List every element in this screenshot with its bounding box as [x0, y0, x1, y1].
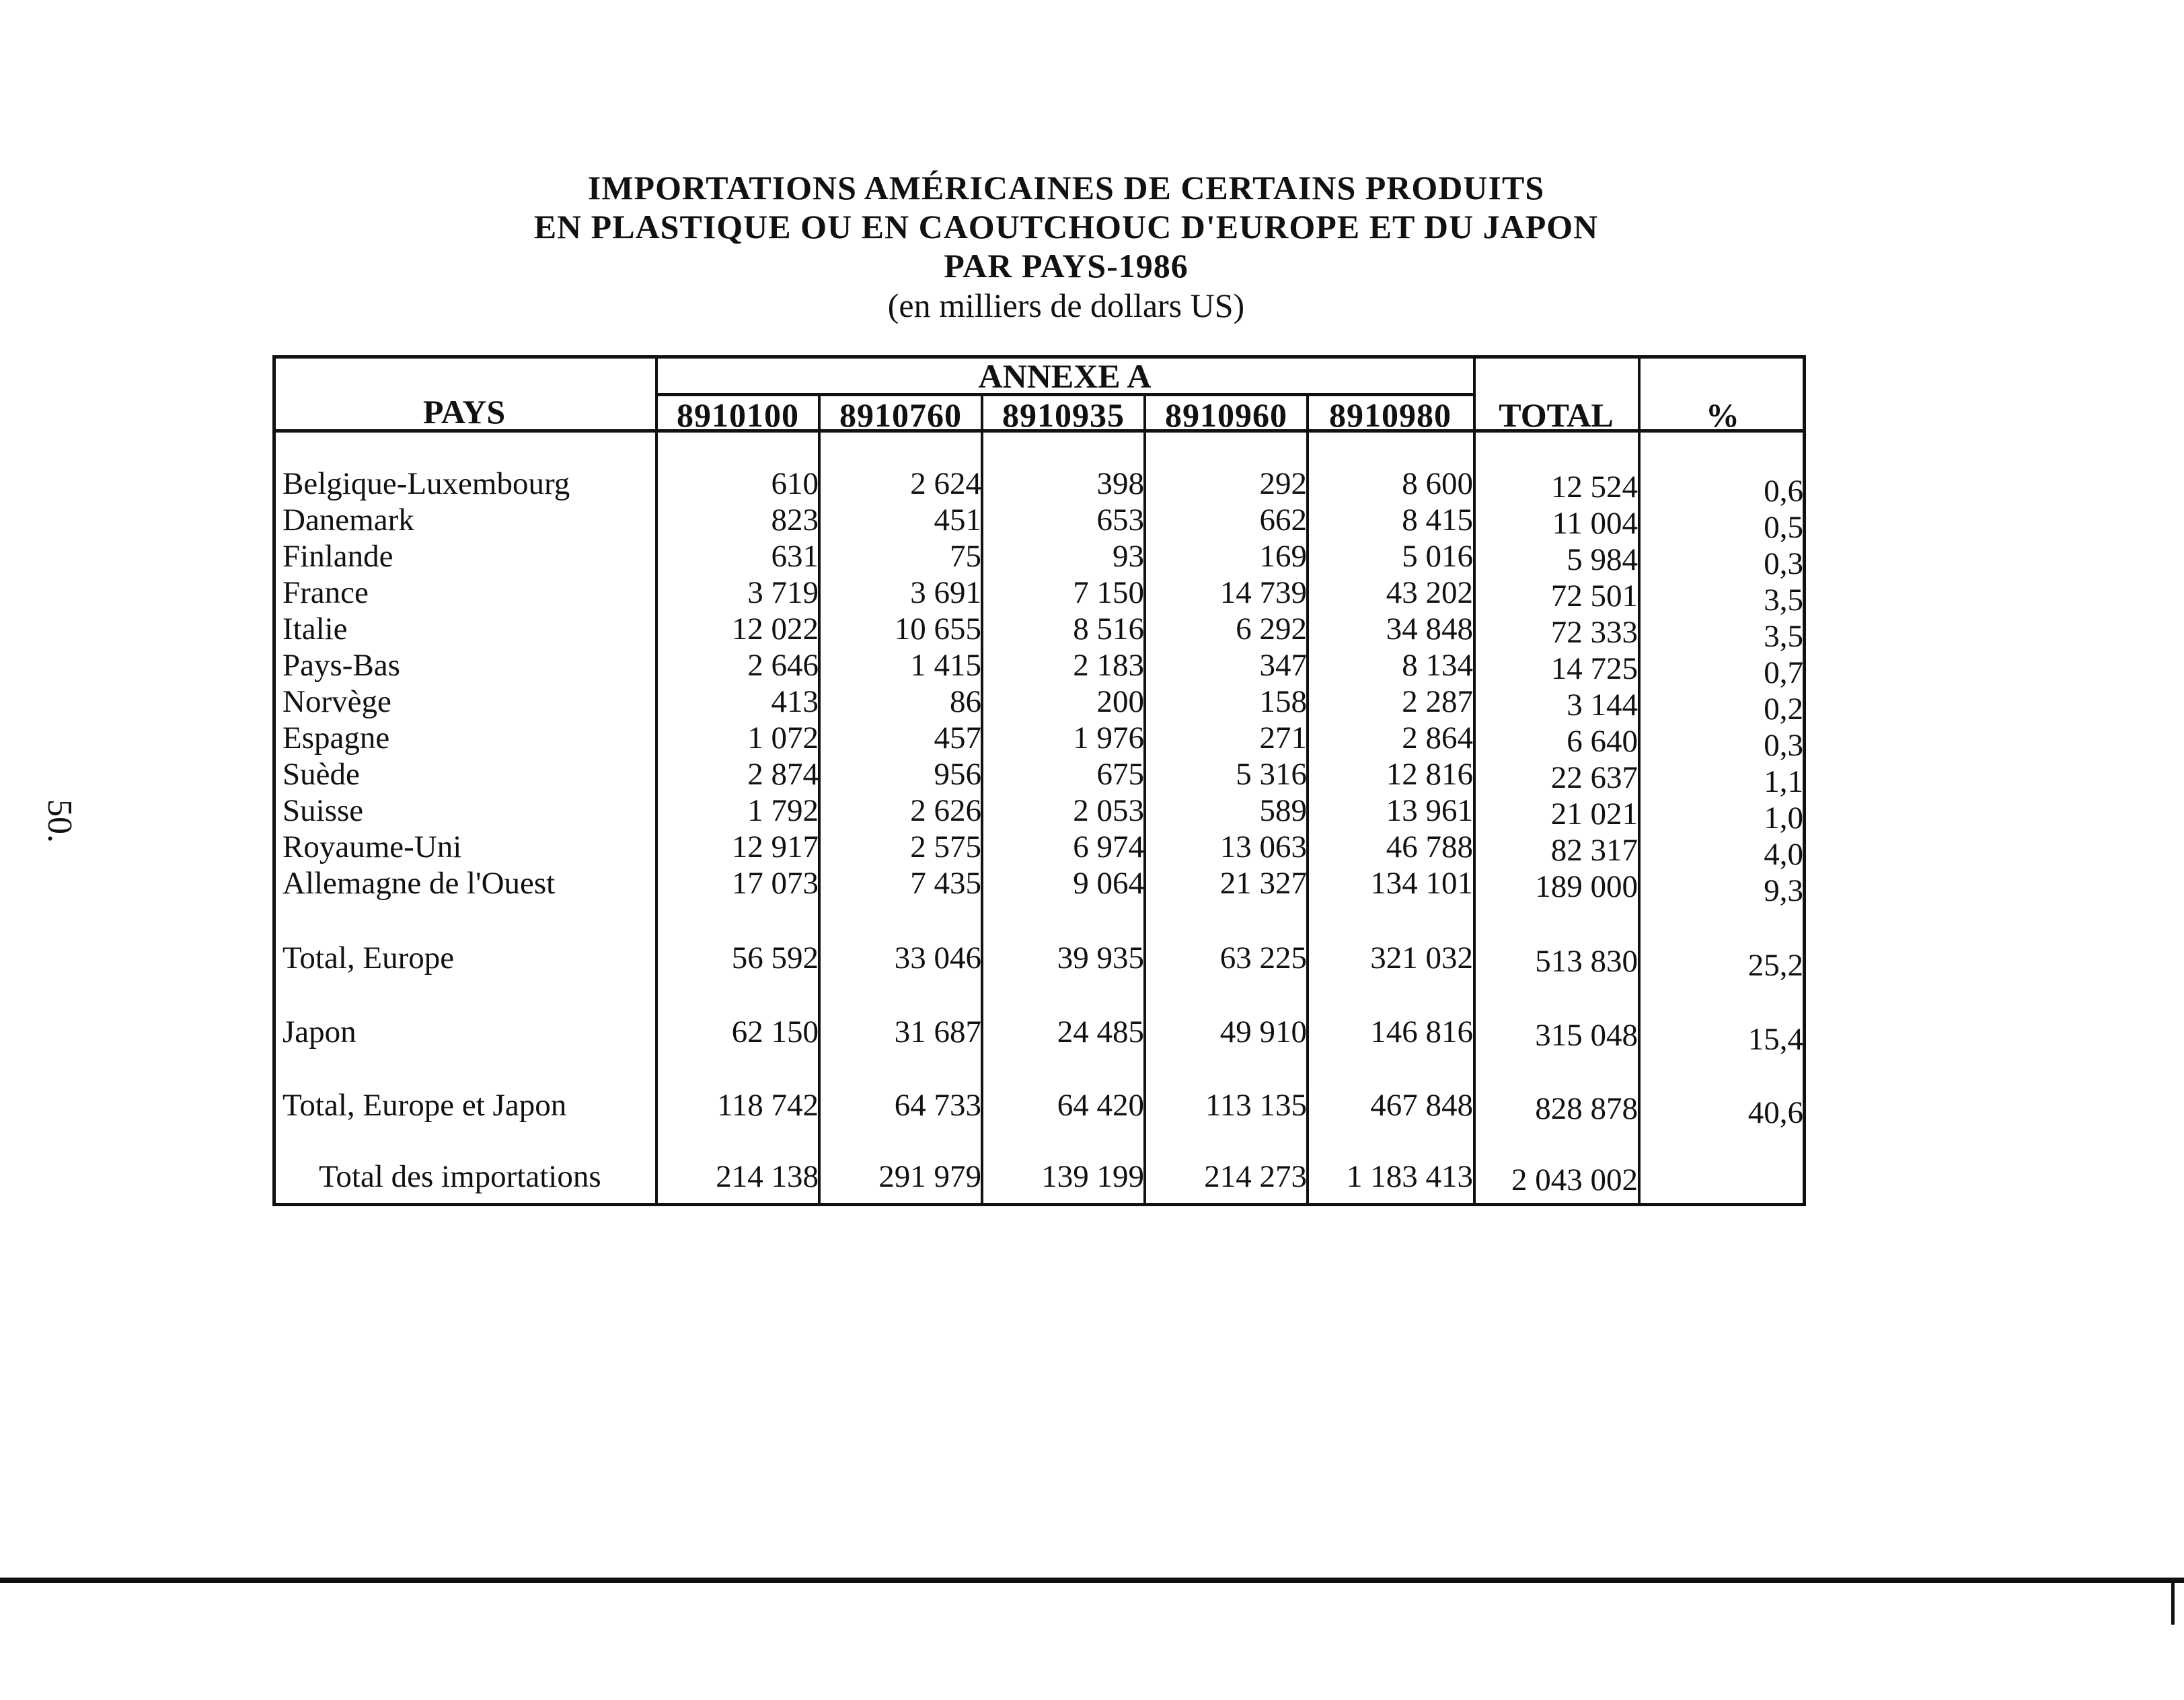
- value-total: 315 048: [1535, 1018, 1638, 1053]
- value-8910980: 8 134: [1402, 648, 1473, 683]
- value-percent: 0,3: [1764, 728, 1803, 763]
- value-8910935: 64 420: [1057, 1088, 1144, 1123]
- value-percent: 25,2: [1747, 948, 1803, 983]
- value-8910980: 2 287: [1402, 684, 1473, 719]
- value-8910100: 823: [771, 503, 819, 538]
- country-label: Allemagne de l'Ouest: [283, 866, 556, 901]
- header-code-2: 8910760: [839, 396, 962, 434]
- value-total: 5 984: [1567, 542, 1638, 577]
- value-8910100: 17 073: [731, 866, 819, 901]
- value-8910935: 1 976: [1073, 720, 1144, 755]
- value-8910935: 9 064: [1073, 866, 1144, 901]
- country-label: Total, Europe et Japon: [283, 1088, 567, 1123]
- country-label: Total, Europe: [283, 940, 455, 975]
- value-8910760: 1 415: [910, 648, 981, 683]
- value-8910100: 1 072: [747, 720, 819, 755]
- value-8910935: 2 053: [1073, 793, 1144, 828]
- value-8910980: 2 864: [1402, 720, 1473, 755]
- header-code-1: 8910100: [677, 396, 799, 434]
- value-8910960: 6 292: [1236, 612, 1307, 646]
- value-8910935: 39 935: [1057, 940, 1144, 975]
- title-line-1: IMPORTATIONS AMÉRICAINES DE CERTAINS PRODUITS: [587, 169, 1545, 207]
- value-8910100: 610: [771, 466, 819, 501]
- col-divider-5: [1473, 355, 1476, 1206]
- value-8910960: 292: [1259, 466, 1307, 501]
- value-8910980: 12 816: [1386, 757, 1473, 792]
- value-8910760: 33 046: [894, 940, 981, 975]
- value-total: 82 317: [1550, 833, 1638, 868]
- value-8910980: 467 848: [1370, 1088, 1473, 1123]
- country-label: France: [283, 575, 369, 610]
- country-label: Suisse: [283, 793, 364, 828]
- value-8910960: 214 273: [1204, 1159, 1307, 1194]
- value-8910980: 5 016: [1402, 539, 1473, 574]
- col-divider-total: [1638, 355, 1641, 1206]
- value-total: 828 878: [1535, 1091, 1638, 1126]
- value-8910980: 321 032: [1370, 940, 1473, 975]
- title-line-2: EN PLASTIQUE OU EN CAOUTCHOUC D'EUROPE ET DU JAPON: [533, 208, 1599, 246]
- value-percent: 4,0: [1764, 837, 1803, 872]
- value-8910760: 2 626: [910, 793, 981, 828]
- col-divider-pays: [655, 355, 658, 1206]
- value-8910960: 271: [1259, 720, 1307, 755]
- value-8910935: 8 516: [1073, 612, 1144, 646]
- country-label: Japon: [283, 1014, 356, 1049]
- value-total: 21 021: [1550, 797, 1638, 831]
- value-percent: 15,4: [1747, 1022, 1803, 1057]
- value-8910760: 3 691: [910, 575, 981, 610]
- value-8910935: 200: [1096, 684, 1144, 719]
- title-line-3: PAR PAYS-1986: [944, 247, 1189, 285]
- header-annexe: ANNEXE A: [978, 357, 1152, 395]
- value-8910760: 64 733: [894, 1088, 981, 1123]
- value-percent: 0,7: [1764, 655, 1803, 690]
- value-8910760: 2 575: [910, 829, 981, 864]
- country-label: Italie: [283, 612, 348, 646]
- value-total: 6 640: [1567, 724, 1638, 759]
- header-total: TOTAL: [1499, 396, 1614, 434]
- value-8910100: 118 742: [716, 1088, 819, 1123]
- value-8910980: 146 816: [1370, 1014, 1473, 1049]
- value-8910980: 1 183 413: [1347, 1159, 1473, 1194]
- value-8910980: 43 202: [1386, 575, 1473, 610]
- value-8910100: 2 646: [747, 648, 819, 683]
- value-8910935: 93: [1113, 539, 1144, 574]
- value-8910960: 169: [1259, 539, 1307, 574]
- value-8910980: 134 101: [1370, 866, 1473, 901]
- value-percent: 0,3: [1764, 546, 1803, 581]
- header-code-4: 8910960: [1165, 396, 1287, 434]
- header-code-3: 8910935: [1002, 396, 1125, 434]
- value-8910980: 46 788: [1386, 829, 1473, 864]
- country-label: Finlande: [283, 539, 393, 574]
- value-total: 189 000: [1535, 869, 1638, 904]
- value-8910980: 13 961: [1386, 793, 1473, 828]
- value-8910760: 2 624: [910, 466, 981, 501]
- title-subtitle: (en milliers de dollars US): [887, 287, 1245, 324]
- value-percent: 3,5: [1764, 619, 1803, 654]
- value-8910100: 62 150: [731, 1014, 819, 1049]
- value-percent: 1,0: [1764, 801, 1803, 836]
- value-percent: 9,3: [1764, 873, 1803, 908]
- value-8910760: 7 435: [910, 866, 981, 901]
- value-8910935: 6 974: [1073, 829, 1144, 864]
- value-8910100: 56 592: [731, 940, 819, 975]
- page-number: 50.: [40, 799, 79, 843]
- header-percent: %: [1706, 396, 1739, 434]
- value-8910935: 653: [1096, 503, 1144, 538]
- value-8910935: 139 199: [1041, 1159, 1144, 1194]
- value-8910100: 12 022: [731, 612, 819, 646]
- value-8910100: 3 719: [747, 575, 819, 610]
- value-total: 3 144: [1567, 688, 1638, 723]
- country-label: Total des importations: [319, 1159, 601, 1194]
- value-8910935: 398: [1096, 466, 1144, 501]
- value-8910760: 86: [950, 684, 981, 719]
- value-8910980: 8 600: [1402, 466, 1473, 501]
- value-8910760: 75: [950, 539, 981, 574]
- value-8910960: 63 225: [1219, 940, 1307, 975]
- value-8910760: 291 979: [878, 1159, 981, 1194]
- document-title: [404, 168, 1729, 326]
- value-8910100: 214 138: [716, 1159, 819, 1194]
- bottom-rule: [0, 1578, 2184, 1583]
- value-total: 72 501: [1550, 579, 1638, 614]
- value-8910960: 589: [1259, 793, 1307, 828]
- value-total: 22 637: [1550, 760, 1638, 795]
- value-total: 2 043 002: [1511, 1162, 1638, 1197]
- value-8910960: 49 910: [1219, 1014, 1307, 1049]
- value-8910760: 457: [934, 720, 981, 755]
- value-8910960: 113 135: [1205, 1088, 1307, 1123]
- value-8910960: 662: [1259, 503, 1307, 538]
- value-8910100: 1 792: [747, 793, 819, 828]
- value-8910960: 158: [1259, 684, 1307, 719]
- bottom-rule-tick: [2171, 1578, 2175, 1625]
- value-8910960: 347: [1259, 648, 1307, 683]
- value-percent: 40,6: [1747, 1095, 1803, 1130]
- value-8910760: 451: [934, 503, 981, 538]
- header-code-5: 8910980: [1329, 396, 1452, 434]
- value-percent: 1,1: [1764, 764, 1803, 799]
- value-8910960: 5 316: [1236, 757, 1307, 792]
- value-percent: 0,2: [1764, 692, 1803, 727]
- value-8910760: 10 655: [894, 612, 981, 646]
- value-total: 14 725: [1550, 651, 1638, 686]
- country-label: Belgique-Luxembourg: [283, 466, 570, 501]
- value-total: 513 830: [1535, 944, 1638, 979]
- country-label: Espagne: [283, 720, 390, 755]
- value-percent: 0,6: [1764, 474, 1803, 509]
- value-8910935: 675: [1096, 757, 1144, 792]
- value-percent: 0,5: [1764, 510, 1803, 545]
- country-label: Pays-Bas: [283, 648, 400, 683]
- value-8910100: 413: [771, 684, 819, 719]
- value-8910960: 21 327: [1219, 866, 1307, 901]
- value-total: 12 524: [1550, 470, 1638, 505]
- value-8910980: 34 848: [1386, 612, 1473, 646]
- value-percent: 3,5: [1764, 583, 1803, 618]
- value-8910980: 8 415: [1402, 503, 1473, 538]
- value-8910100: 2 874: [747, 757, 819, 792]
- country-label: Royaume-Uni: [283, 829, 462, 864]
- header-pays: PAYS: [422, 393, 506, 431]
- country-label: Norvège: [283, 684, 391, 719]
- value-8910760: 956: [934, 757, 981, 792]
- value-8910100: 631: [771, 539, 819, 574]
- country-label: Danemark: [283, 503, 414, 538]
- value-8910100: 12 917: [731, 829, 819, 864]
- value-8910760: 31 687: [894, 1014, 981, 1049]
- value-8910935: 7 150: [1073, 575, 1144, 610]
- value-total: 72 333: [1550, 615, 1638, 650]
- value-total: 11 004: [1552, 506, 1638, 541]
- value-8910935: 2 183: [1073, 648, 1144, 683]
- value-8910960: 14 739: [1219, 575, 1307, 610]
- value-8910935: 24 485: [1057, 1014, 1144, 1049]
- value-8910960: 13 063: [1219, 829, 1307, 864]
- country-label: Suède: [283, 757, 360, 792]
